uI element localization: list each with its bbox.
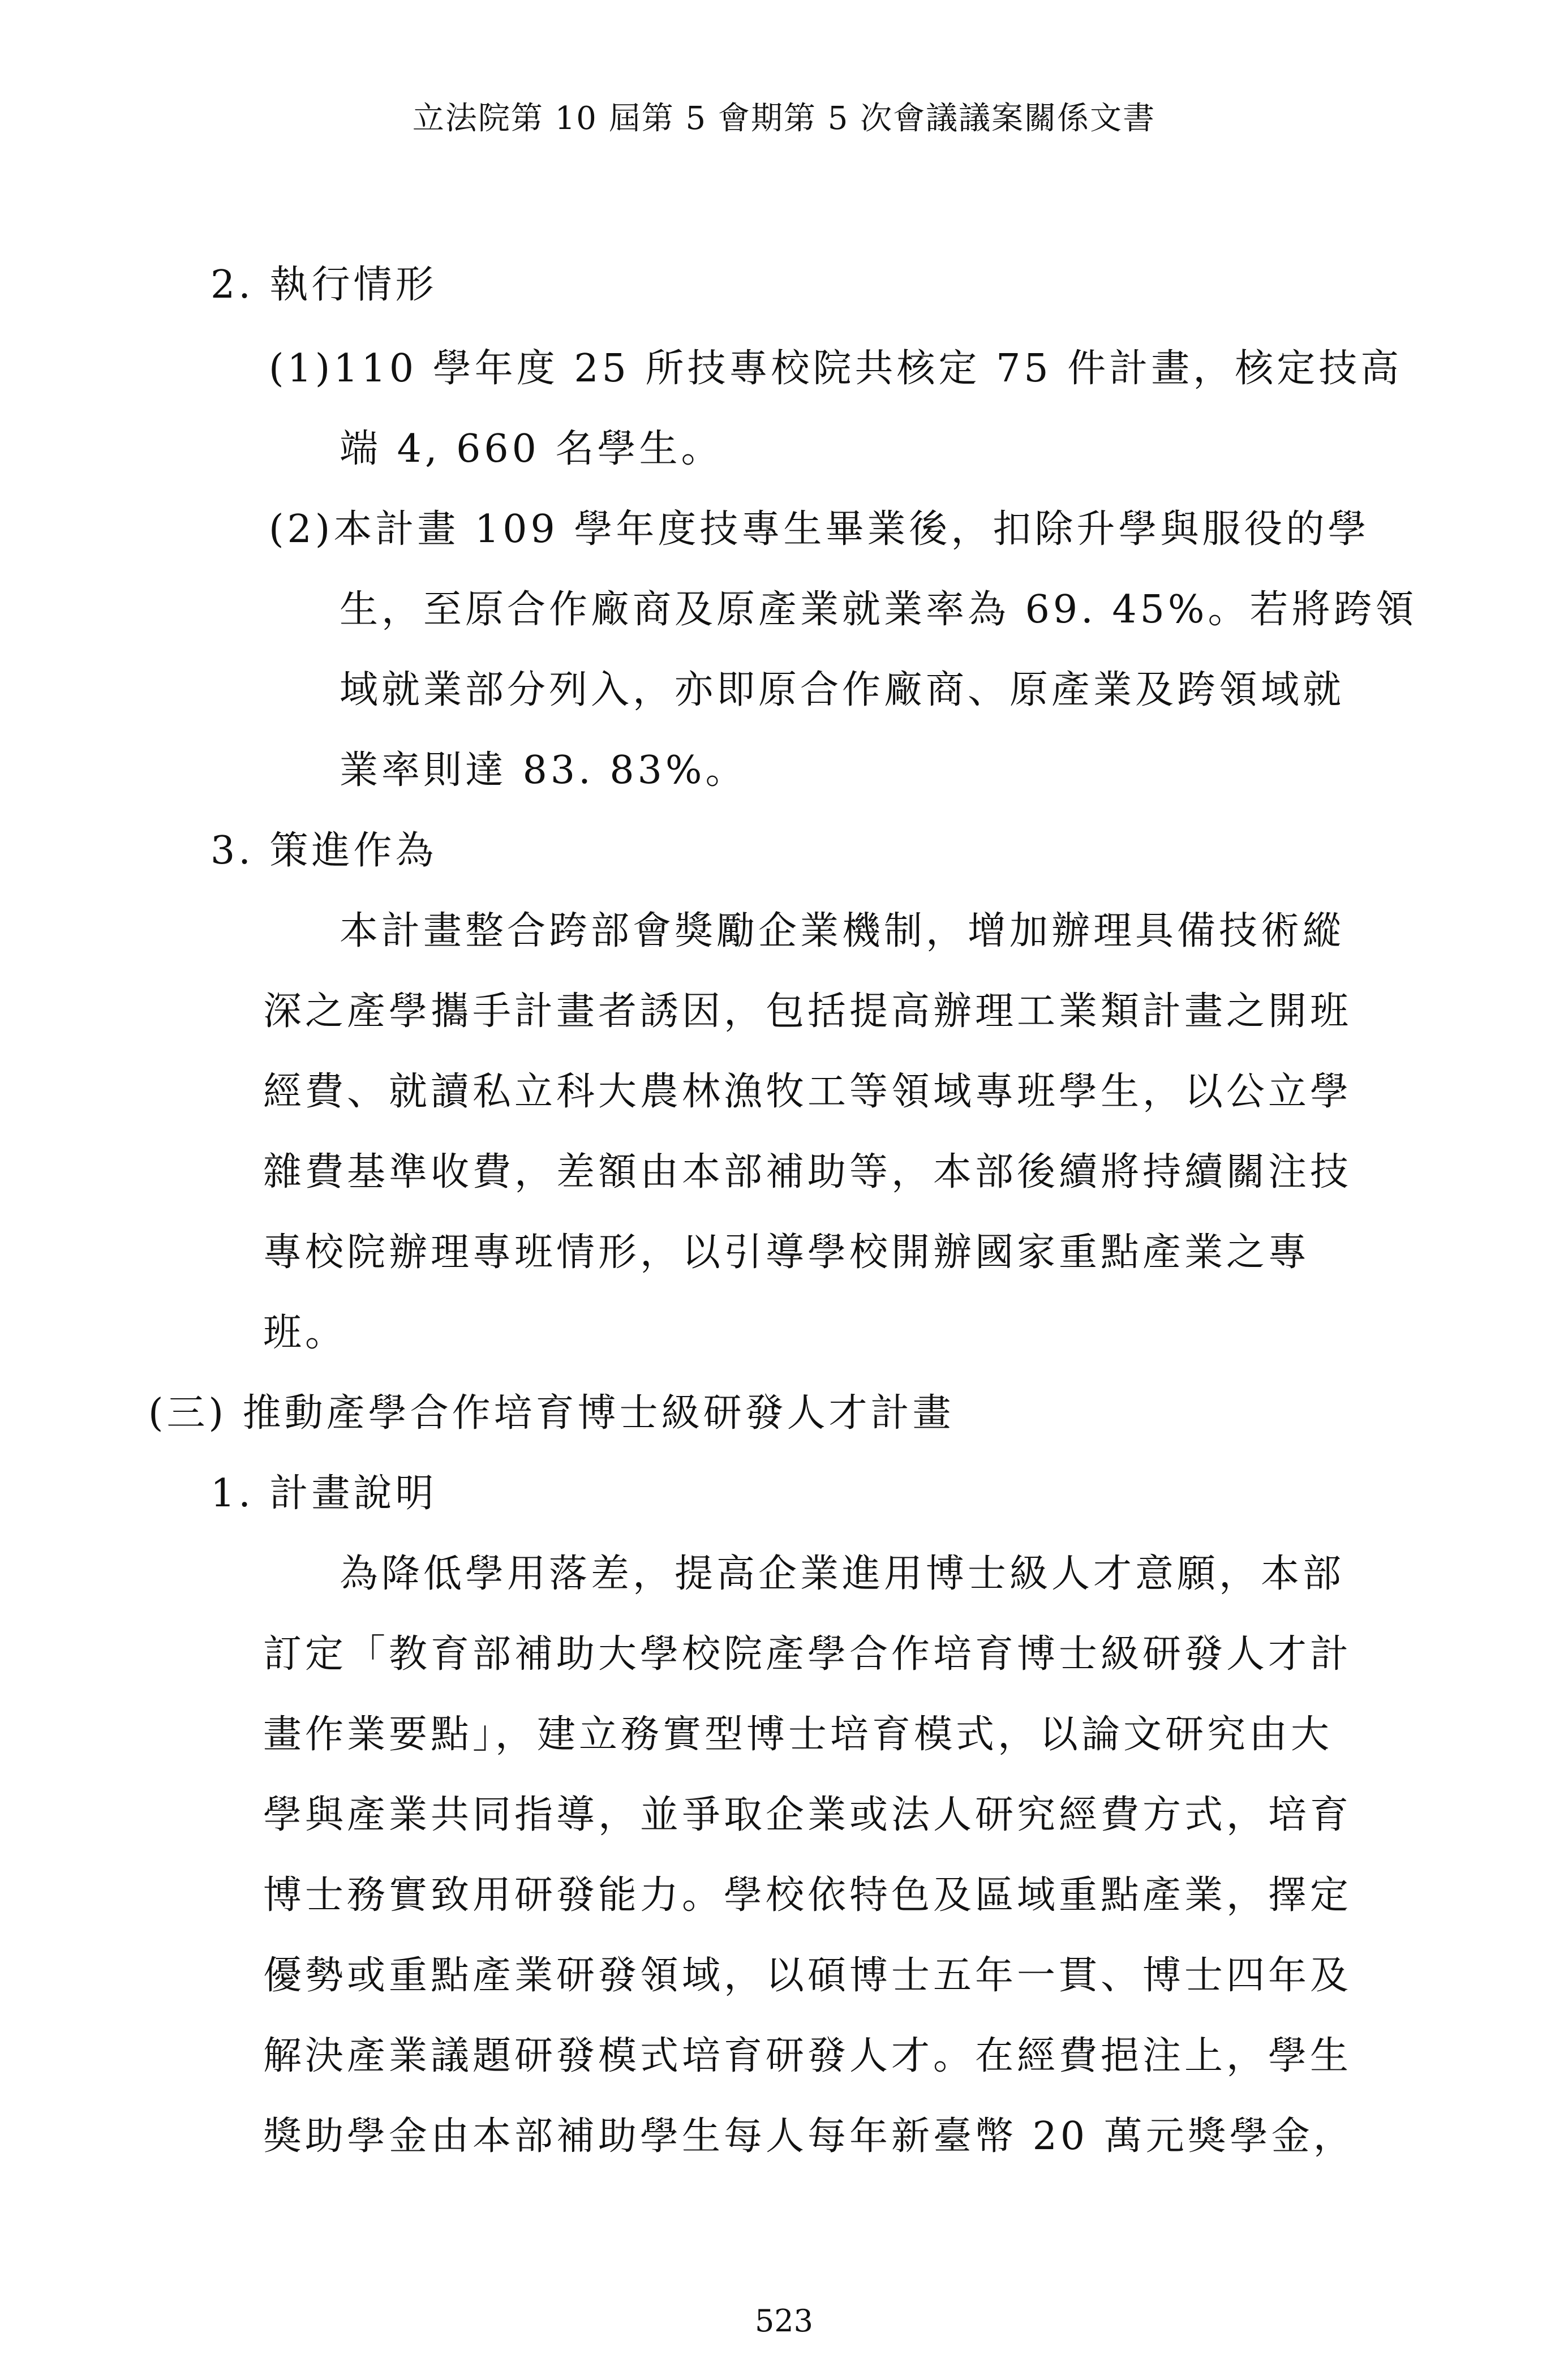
paragraph-line: 博士務實致用研發能力。學校依特色及區域重點產業，擇定 bbox=[263, 1873, 1352, 1918]
list-item-1: (1)110 學年度 25 所技專校院共核定 75 件計畫，核定技高 bbox=[269, 346, 1403, 391]
page-number: 523 bbox=[754, 2303, 814, 2339]
paragraph-line: 優勢或重點產業研發領域，以碩博士五年一貫、博士四年及 bbox=[263, 1953, 1352, 1998]
paragraph-line: 專校院辦理專班情形，以引導學校開辦國家重點產業之專 bbox=[263, 1230, 1311, 1275]
sub-heading-1: 1. 計畫說明 bbox=[211, 1471, 437, 1516]
section-heading-3: 3. 策進作為 bbox=[211, 828, 437, 873]
paragraph-line: 學與產業共同指導，並爭取企業或法人研究經費方式，培育 bbox=[263, 1793, 1352, 1837]
paragraph-line: 訂定「教育部補助大學校院產學合作培育博士級研發人才計 bbox=[263, 1632, 1352, 1677]
list-item-1-cont: 端 4, 660 名學生。 bbox=[340, 427, 723, 471]
paragraph-line: 解決產業議題研發模式培育研發人才。在經費挹注上，學生 bbox=[263, 2034, 1352, 2078]
paragraph-line: 為降低學用落差，提高企業進用博士級人才意願，本部 bbox=[340, 1552, 1345, 1596]
paragraph-line: 畫作業要點」，建立務實型博士培育模式，以論文研究由大 bbox=[263, 1712, 1333, 1757]
list-item-2-cont: 生，至原合作廠商及原產業就業率為 69. 45%。若將跨領 bbox=[340, 587, 1417, 632]
section-heading-c: (三) 推動產學合作培育博士級研發人才計畫 bbox=[148, 1391, 955, 1436]
paragraph-line: 獎助學金由本部補助學生每人每年新臺幣 20 萬元獎學金， bbox=[263, 2114, 1355, 2159]
paragraph-line: 經費、就讀私立科大農林漁牧工等領域專班學生，以公立學 bbox=[263, 1069, 1352, 1114]
list-item-2-cont: 業率則達 83. 83%。 bbox=[340, 748, 748, 793]
paragraph-line: 深之產學攜手計畫者誘因，包括提高辦理工業類計畫之開班 bbox=[263, 989, 1352, 1034]
section-heading-2: 2. 執行情形 bbox=[211, 263, 437, 307]
paragraph-line: 本計畫整合跨部會獎勵企業機制，增加辦理具備技術縱 bbox=[340, 909, 1345, 953]
list-item-2: (2)本計畫 109 學年度技專生畢業後，扣除升學與服役的學 bbox=[269, 507, 1370, 552]
paragraph-line: 雜費基準收費，差額由本部補助等，本部後續將持續關注技 bbox=[263, 1150, 1352, 1195]
paragraph-line: 班。 bbox=[263, 1311, 347, 1355]
page-header: 立法院第 10 屆第 5 會期第 5 次會議議案關係文書 bbox=[412, 100, 1156, 137]
list-item-2-cont: 域就業部分列入，亦即原合作廠商、原產業及跨領域就 bbox=[340, 668, 1345, 712]
